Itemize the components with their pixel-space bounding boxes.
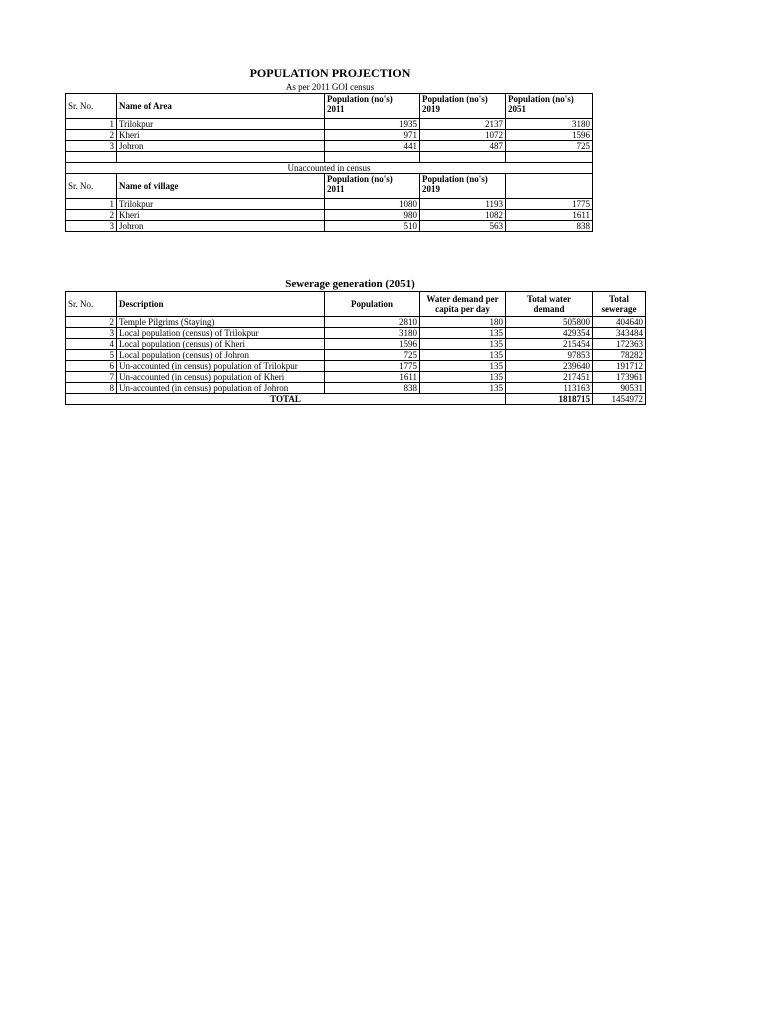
row-total-sewerage: 90531 <box>593 383 646 394</box>
sewerage-header-row <box>66 292 646 317</box>
row-name: Kheri <box>117 210 325 221</box>
row-name: Trilokpur <box>117 199 325 210</box>
row-pop-2019: 1082 <box>420 210 506 221</box>
table-row <box>66 221 593 232</box>
header2-name-of-village: Name of village <box>117 174 325 199</box>
row-pop-2019: 2137 <box>420 119 506 130</box>
sew-header-total-sewerage <box>593 292 646 317</box>
empty-cell <box>420 152 506 163</box>
header-pop-2011-line2: 2011 <box>327 104 345 114</box>
sew-header-population: Population <box>325 292 420 317</box>
row-total-water: 239640 <box>506 361 593 372</box>
row-sr: 8 <box>66 383 117 394</box>
row-population: 725 <box>325 350 420 361</box>
header-name-of-area: Name of Area <box>117 94 325 119</box>
row-description: Un-accounted (in census) population of Trilokpur <box>117 361 325 372</box>
row-total-sewerage: 191712 <box>593 361 646 372</box>
row-pop-2011: 510 <box>325 221 420 232</box>
header-sr-no: Sr. No. <box>66 94 117 119</box>
header-pop-2019-line2: 2019 <box>422 104 440 114</box>
table-row <box>66 119 593 130</box>
row-water-demand: 180 <box>420 317 506 328</box>
sewerage-title: Sewerage generation (2051) <box>285 278 415 290</box>
row-name: Trilokpur <box>117 119 325 130</box>
table-row <box>66 383 646 394</box>
row-pop-2051: 1596 <box>506 130 593 141</box>
sew-header-total-sewerage-line1: Total <box>609 294 629 304</box>
table-row <box>66 328 646 339</box>
table-row <box>66 130 593 141</box>
header2-pop-2011-line2: 2011 <box>327 184 345 194</box>
row-pop-2051: 1611 <box>506 210 593 221</box>
row-name: Johron <box>117 141 325 152</box>
row-population: 1611 <box>325 372 420 383</box>
sewerage-table <box>65 291 646 405</box>
row-pop-2051: 725 <box>506 141 593 152</box>
row-description: Un-accounted (in census) population of Johron <box>117 383 325 394</box>
empty-row <box>66 152 593 163</box>
row-total-sewerage: 172363 <box>593 339 646 350</box>
row-population: 1775 <box>325 361 420 372</box>
row-total-sewerage: 343484 <box>593 328 646 339</box>
row-sr: 2 <box>66 210 117 221</box>
row-population: 2810 <box>325 317 420 328</box>
row-pop-2051: 838 <box>506 221 593 232</box>
row-water-demand: 135 <box>420 339 506 350</box>
sew-header-total-sewerage-line2: sewerage <box>601 304 637 314</box>
header2-empty <box>506 174 593 199</box>
table-row <box>66 317 646 328</box>
row-water-demand: 135 <box>420 361 506 372</box>
header-pop-2051-line2: 2051 <box>508 104 526 114</box>
sew-header-sr-no: Sr. No. <box>66 292 117 317</box>
empty-cell <box>117 152 325 163</box>
row-description: Temple Pilgrims (Staying) <box>117 317 325 328</box>
projection-header-row <box>66 94 593 119</box>
row-name: Kheri <box>117 130 325 141</box>
header2-pop-2019-line2: 2019 <box>422 184 440 194</box>
row-pop-2019: 563 <box>420 221 506 232</box>
row-pop-2011: 980 <box>325 210 420 221</box>
empty-cell <box>325 152 420 163</box>
row-population: 3180 <box>325 328 420 339</box>
row-water-demand: 135 <box>420 328 506 339</box>
sew-header-total-water-line2: demand <box>533 304 565 314</box>
header-pop-2051 <box>506 94 593 119</box>
row-pop-2019: 487 <box>420 141 506 152</box>
row-description: Local population (census) of Trilokpur <box>117 328 325 339</box>
header2-sr-no: Sr. No. <box>66 174 117 199</box>
row-total-water: 97853 <box>506 350 593 361</box>
row-total-sewerage: 173961 <box>593 372 646 383</box>
table-row <box>66 350 646 361</box>
table-row <box>66 372 646 383</box>
row-description: Un-accounted (in census) population of Kheri <box>117 372 325 383</box>
total-label: TOTAL <box>66 394 506 405</box>
row-sr: 5 <box>66 350 117 361</box>
row-total-water: 113163 <box>506 383 593 394</box>
table-row <box>66 199 593 210</box>
row-sr: 3 <box>66 328 117 339</box>
header2-pop-2019-line1: Population (no's) <box>422 174 488 184</box>
row-pop-2011: 1935 <box>325 119 420 130</box>
total-row <box>66 394 646 405</box>
projection-title: POPULATION PROJECTION <box>249 66 411 80</box>
row-pop-2019: 1193 <box>420 199 506 210</box>
row-total-water: 505800 <box>506 317 593 328</box>
row-total-water: 217451 <box>506 372 593 383</box>
row-total-sewerage: 404640 <box>593 317 646 328</box>
unaccounted-row <box>66 163 593 174</box>
header-pop-2019-line1: Population (no's) <box>422 94 488 104</box>
row-total-sewerage: 78282 <box>593 350 646 361</box>
row-sr: 3 <box>66 141 117 152</box>
row-sr: 3 <box>66 221 117 232</box>
total-water-demand: 1818715 <box>506 394 593 405</box>
header-pop-2011 <box>325 94 420 119</box>
unaccounted-label: Unaccounted in census <box>66 163 593 174</box>
row-sr: 7 <box>66 372 117 383</box>
row-pop-2051: 3180 <box>506 119 593 130</box>
projection-table <box>65 93 593 232</box>
row-description: Local population (census) of Kheri <box>117 339 325 350</box>
sew-header-water-demand-line2: capita per day <box>435 304 490 314</box>
row-population: 1596 <box>325 339 420 350</box>
table-row <box>66 141 593 152</box>
row-sr: 4 <box>66 339 117 350</box>
total-sewerage: 1454972 <box>593 394 646 405</box>
row-water-demand: 135 <box>420 350 506 361</box>
row-sr: 1 <box>66 119 117 130</box>
row-sr: 2 <box>66 317 117 328</box>
row-population: 838 <box>325 383 420 394</box>
row-pop-2011: 441 <box>325 141 420 152</box>
village-header-row <box>66 174 593 199</box>
row-sr: 1 <box>66 199 117 210</box>
header2-pop-2019 <box>420 174 506 199</box>
header2-pop-2011 <box>325 174 420 199</box>
sew-header-water-demand-line1: Water demand per <box>426 294 499 304</box>
row-sr: 6 <box>66 361 117 372</box>
row-description: Local population (census) of Johron <box>117 350 325 361</box>
sew-header-water-demand <box>420 292 506 317</box>
sew-header-total-water <box>506 292 593 317</box>
header2-pop-2011-line1: Population (no's) <box>327 174 393 184</box>
row-water-demand: 135 <box>420 383 506 394</box>
row-pop-2051: 1775 <box>506 199 593 210</box>
empty-cell <box>66 152 117 163</box>
row-pop-2019: 1072 <box>420 130 506 141</box>
row-total-water: 429354 <box>506 328 593 339</box>
projection-subtitle: As per 2011 GOI census <box>285 82 375 92</box>
header-pop-2019 <box>420 94 506 119</box>
row-name: Johron <box>117 221 325 232</box>
sew-header-description: Description <box>117 292 325 317</box>
table-row <box>66 339 646 350</box>
row-sr: 2 <box>66 130 117 141</box>
row-pop-2011: 971 <box>325 130 420 141</box>
table-row <box>66 361 646 372</box>
table-row <box>66 210 593 221</box>
header-pop-2011-line1: Population (no's) <box>327 94 393 104</box>
sew-header-total-water-line1: Total water <box>527 294 571 304</box>
row-pop-2011: 1080 <box>325 199 420 210</box>
row-water-demand: 135 <box>420 372 506 383</box>
header-pop-2051-line1: Population (no's) <box>508 94 574 104</box>
row-total-water: 215454 <box>506 339 593 350</box>
empty-cell <box>506 152 593 163</box>
